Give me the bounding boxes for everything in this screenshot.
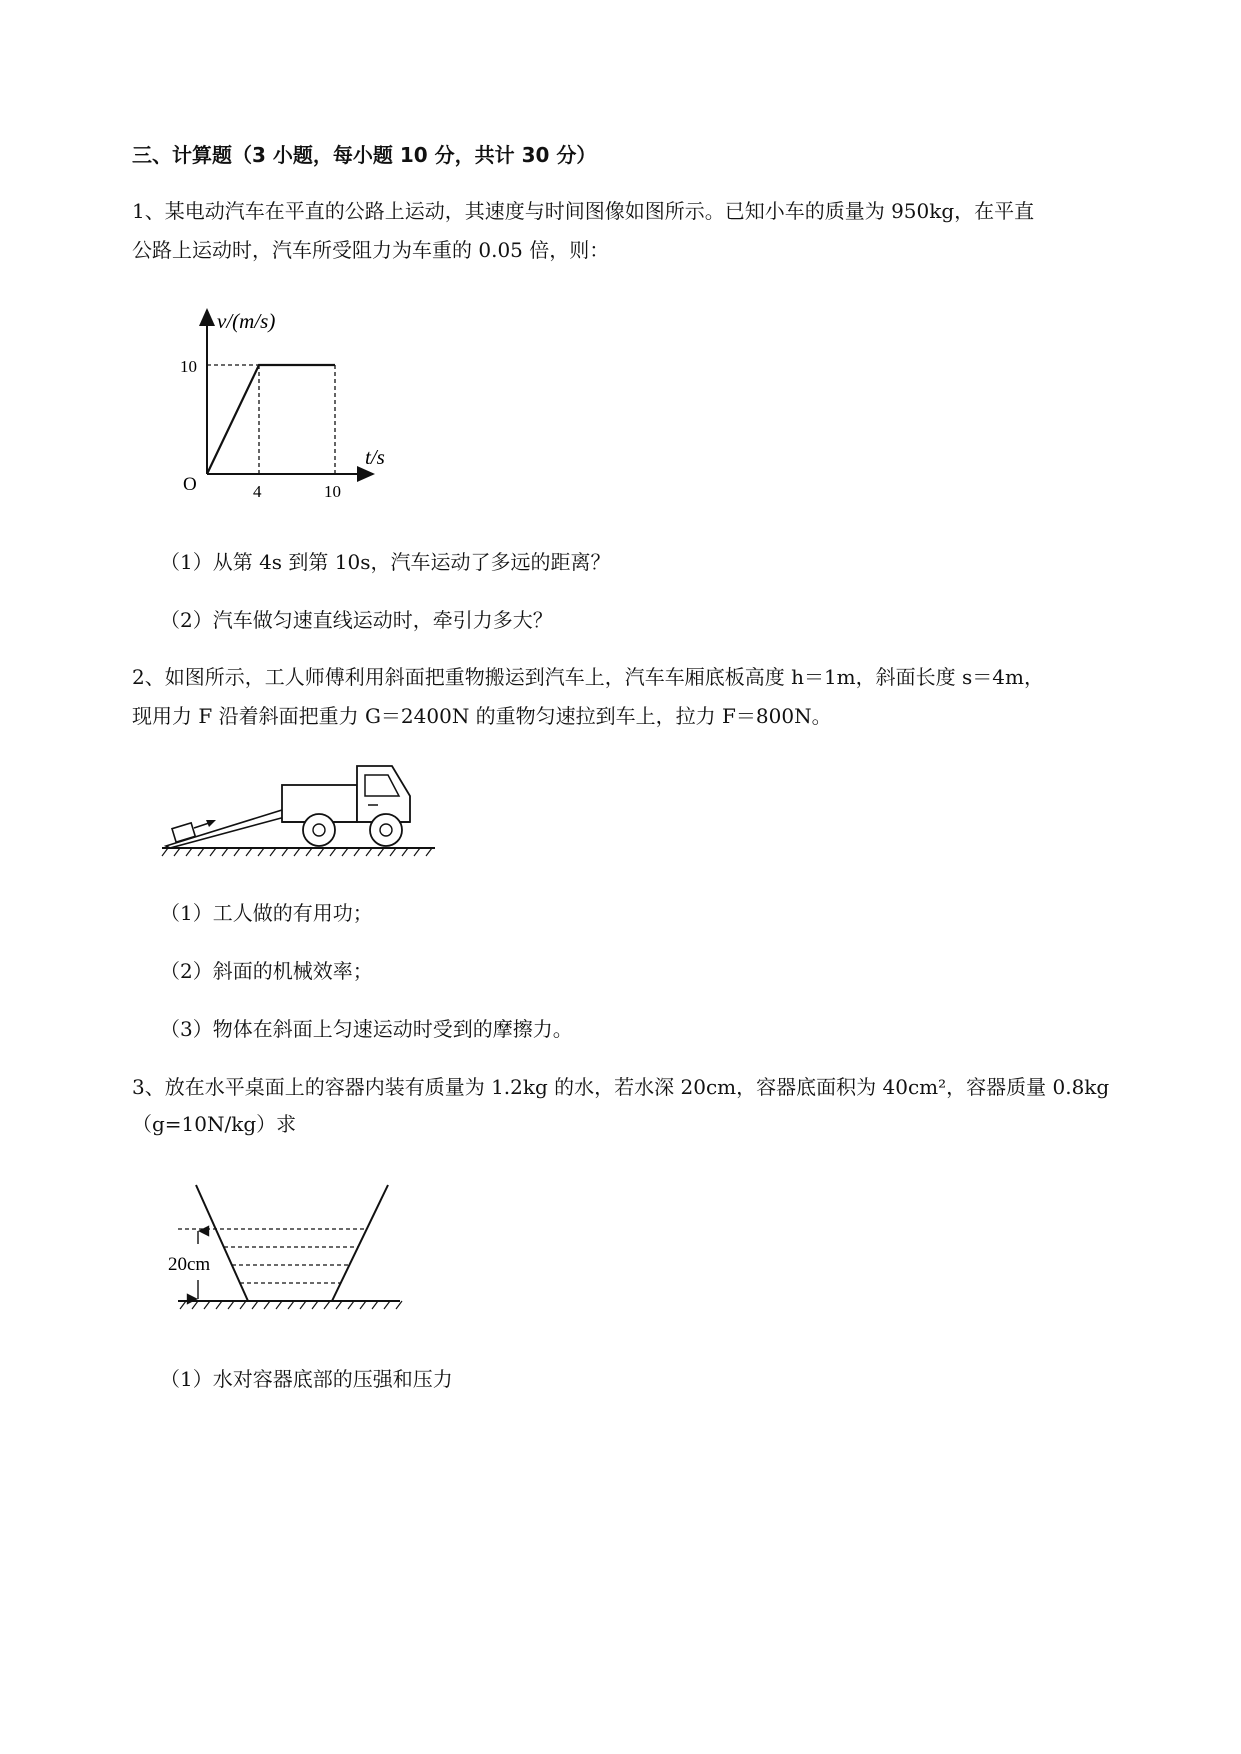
rear-wheel-hub — [313, 824, 325, 836]
q2-sub2: （2）斜面的机械效率； — [160, 959, 373, 983]
q3-text-line1: 3、放在水平桌面上的容器内装有质量为 1.2kg 的水，若水深 20cm，容器底面积为 40cm²，容器质量 0.8kg — [132, 1075, 1110, 1099]
x-axis-label: t/s — [365, 445, 385, 469]
velocity-line — [207, 365, 335, 474]
container-figure — [160, 1180, 410, 1320]
front-wheel-hub — [380, 824, 392, 836]
velocity-time-graph — [175, 300, 405, 510]
origin-label: O — [183, 474, 197, 495]
q2-sub3: （3）物体在斜面上匀速运动时受到的摩擦力。 — [160, 1017, 573, 1041]
q2-text-line1: 2、如图所示，工人师傅利用斜面把重物搬运到汽车上，汽车车厢底板高度 h＝1m，斜面长度 s＝4m， — [132, 665, 1044, 689]
q2-sub1: （1）工人做的有用功； — [160, 901, 373, 925]
ground-hatching — [162, 848, 432, 856]
q1-text-line1: 1、某电动汽车在平直的公路上运动，其速度与时间图像如图所示。已知小车的质量为 950kg，在平直 — [132, 199, 1035, 223]
q1-sub2: （2）汽车做匀速直线运动时，牵引力多大？ — [160, 608, 553, 632]
pull-arrow-head — [206, 820, 216, 827]
y-tick-10: 10 — [180, 357, 197, 376]
x-tick-4: 4 — [253, 482, 262, 501]
q3-text-line2: （g=10N/kg）求 — [132, 1112, 297, 1136]
q3-sub1: （1）水对容器底部的压强和压力 — [160, 1367, 453, 1391]
q1-text-line2: 公路上运动时，汽车所受阻力为车重的 0.05 倍，则： — [132, 238, 610, 262]
table-hatching — [180, 1301, 402, 1309]
section-title: 三、计算题（3 小题，每小题 10 分，共计 30 分） — [132, 143, 597, 167]
q2-text-line2: 现用力 F 沿着斜面把重力 G＝2400N 的重物匀速拉到车上，拉力 F＝800N。 — [132, 704, 832, 728]
depth-label: 20cm — [168, 1254, 211, 1275]
q1-sub1: （1）从第 4s 到第 10s，汽车运动了多远的距离？ — [160, 550, 611, 574]
y-axis-label: v/(m/s) — [217, 309, 276, 333]
truck-ramp-figure — [160, 760, 440, 860]
x-tick-10: 10 — [324, 482, 341, 501]
